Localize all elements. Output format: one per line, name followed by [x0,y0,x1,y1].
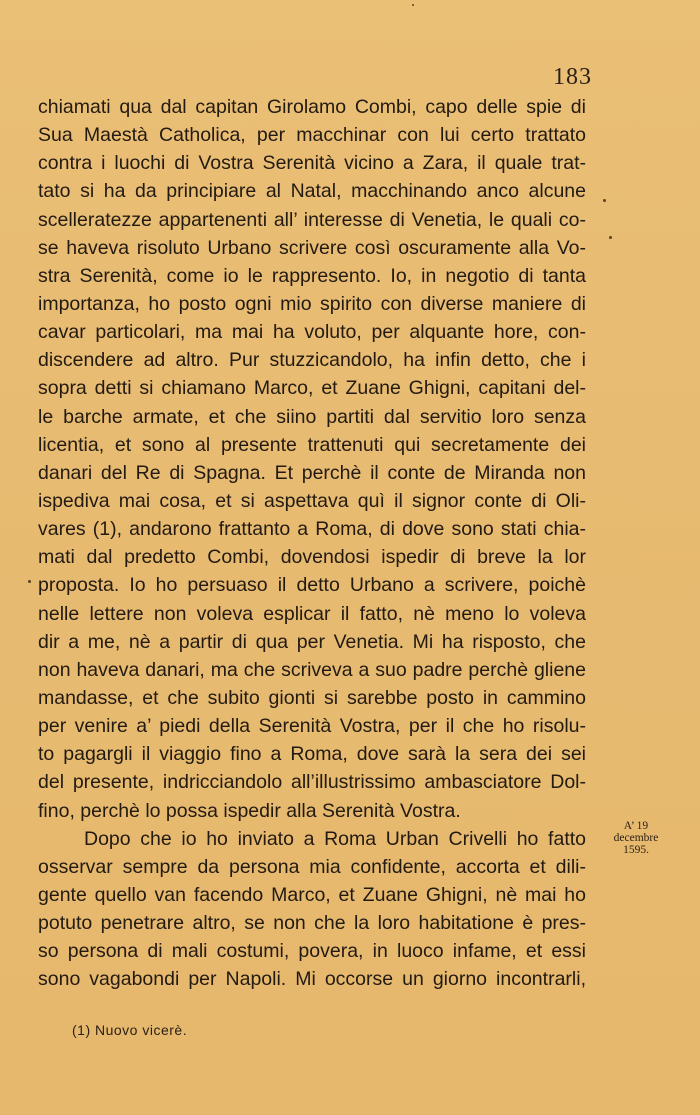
text-line: to pagargli il viaggio fino a Roma, dove sarà la sera dei sei [38,743,586,766]
body-text [38,93,586,994]
footnote: (1) Nuovo vicerè. [72,1022,188,1038]
text-line: del presente, indricciandolo all’illustrissimo ambasciatore Dol- [38,771,586,794]
text-line: so persona di mali costumi, povera, in luoco infame, et essi [38,940,586,963]
text-line: per venire a’ piedi della Serenità Vostra, per il che ho risolu- [38,715,586,738]
paper-speck [603,199,606,202]
text-line: chiamati qua dal capitan Girolamo Combi, capo delle spie di [38,96,586,118]
text-line: sopra detti si chiamano Marco, et Zuane Ghigni, capitani del- [38,377,586,400]
text-line: le barche armate, et che siino partiti dal servitio loro senza [38,405,586,428]
text-line: scelleratezze appartenenti all’ interesse di Venetia, le quali co- [38,208,586,231]
text-line: nelle lettere non voleva esplicar il fatto, nè meno lo voleva [38,602,586,625]
margin-date-note [596,820,676,856]
text-line: potuto penetrare altro, se non che la loro habitatione è pres- [38,912,586,935]
paper-speck [412,4,414,6]
text-line: tato si ha da principiare al Natal, macchinando anco alcune [38,180,586,203]
text-line: proposta. Io ho persuaso il detto Urbano a scrivere, poichè [38,574,586,597]
text-line: mati dal predetto Combi, dovendosi ispedir di breve la lor [38,546,586,569]
text-line: licentia, et sono al presente trattenuti qui secretamente dei [38,433,586,456]
margin-note-line: A’ 19 [623,820,649,832]
text-line: Sua Maestà Catholica, per macchinar con lui certo trattato [38,124,586,147]
text-line: ispediva mai cosa, et si aspettava quì il signor conte di Oli- [38,489,586,512]
text-line: mandasse, et che subito gionti si sarebbe posto in cammino [38,686,586,709]
text-line: cavar particolari, ma mai ha voluto, per alquante hore, con- [38,321,586,344]
text-line: fino, perchè lo possa ispedir alla Serenità Vostra. [38,799,461,822]
text-line: dir a me, nè a partir di qua per Venetia. Mi ha risposto, che [38,630,586,653]
text-line: osservar sempre da persona mia confidente, accorta et dili- [38,855,586,878]
text-line: importanza, ho posto ogni mio spirito con diverse maniere di [38,292,586,315]
paper-speck [28,580,31,583]
text-line: Dopo che io ho inviato a Roma Urban Crivelli ho fatto [84,827,586,850]
page-number: 183 [553,64,592,90]
text-line: non haveva danari, ma che scriveva a suo padre perchè gliene [38,658,586,681]
text-line: danari del Re di Spagna. Et perchè il conte de Miranda non [38,461,586,484]
text-line: se haveva risoluto Urbano scrivere così oscuramente alla Vo- [38,236,586,259]
margin-note-line: 1595. [623,844,649,856]
text-line: sono vagabondi per Napoli. Mi occorse un giorno incontrarli, [38,968,586,991]
text-line: stra Serenità, come io le rappresento. Io, in negotio di tanta [38,264,586,287]
text-line: vares (1), andarono frattanto a Roma, di dove sono stati chia- [38,518,586,541]
text-line: gente quello van facendo Marco, et Zuane Ghigni, nè mai ho [38,883,586,906]
paper-speck [609,236,612,239]
text-line: contra i luochi di Vostra Serenità vicino a Zara, il quale trat- [38,152,586,175]
margin-note-line: decembre [613,832,659,844]
text-line: discendere ad altro. Pur stuzzicandolo, ha infin detto, che i [38,349,586,372]
